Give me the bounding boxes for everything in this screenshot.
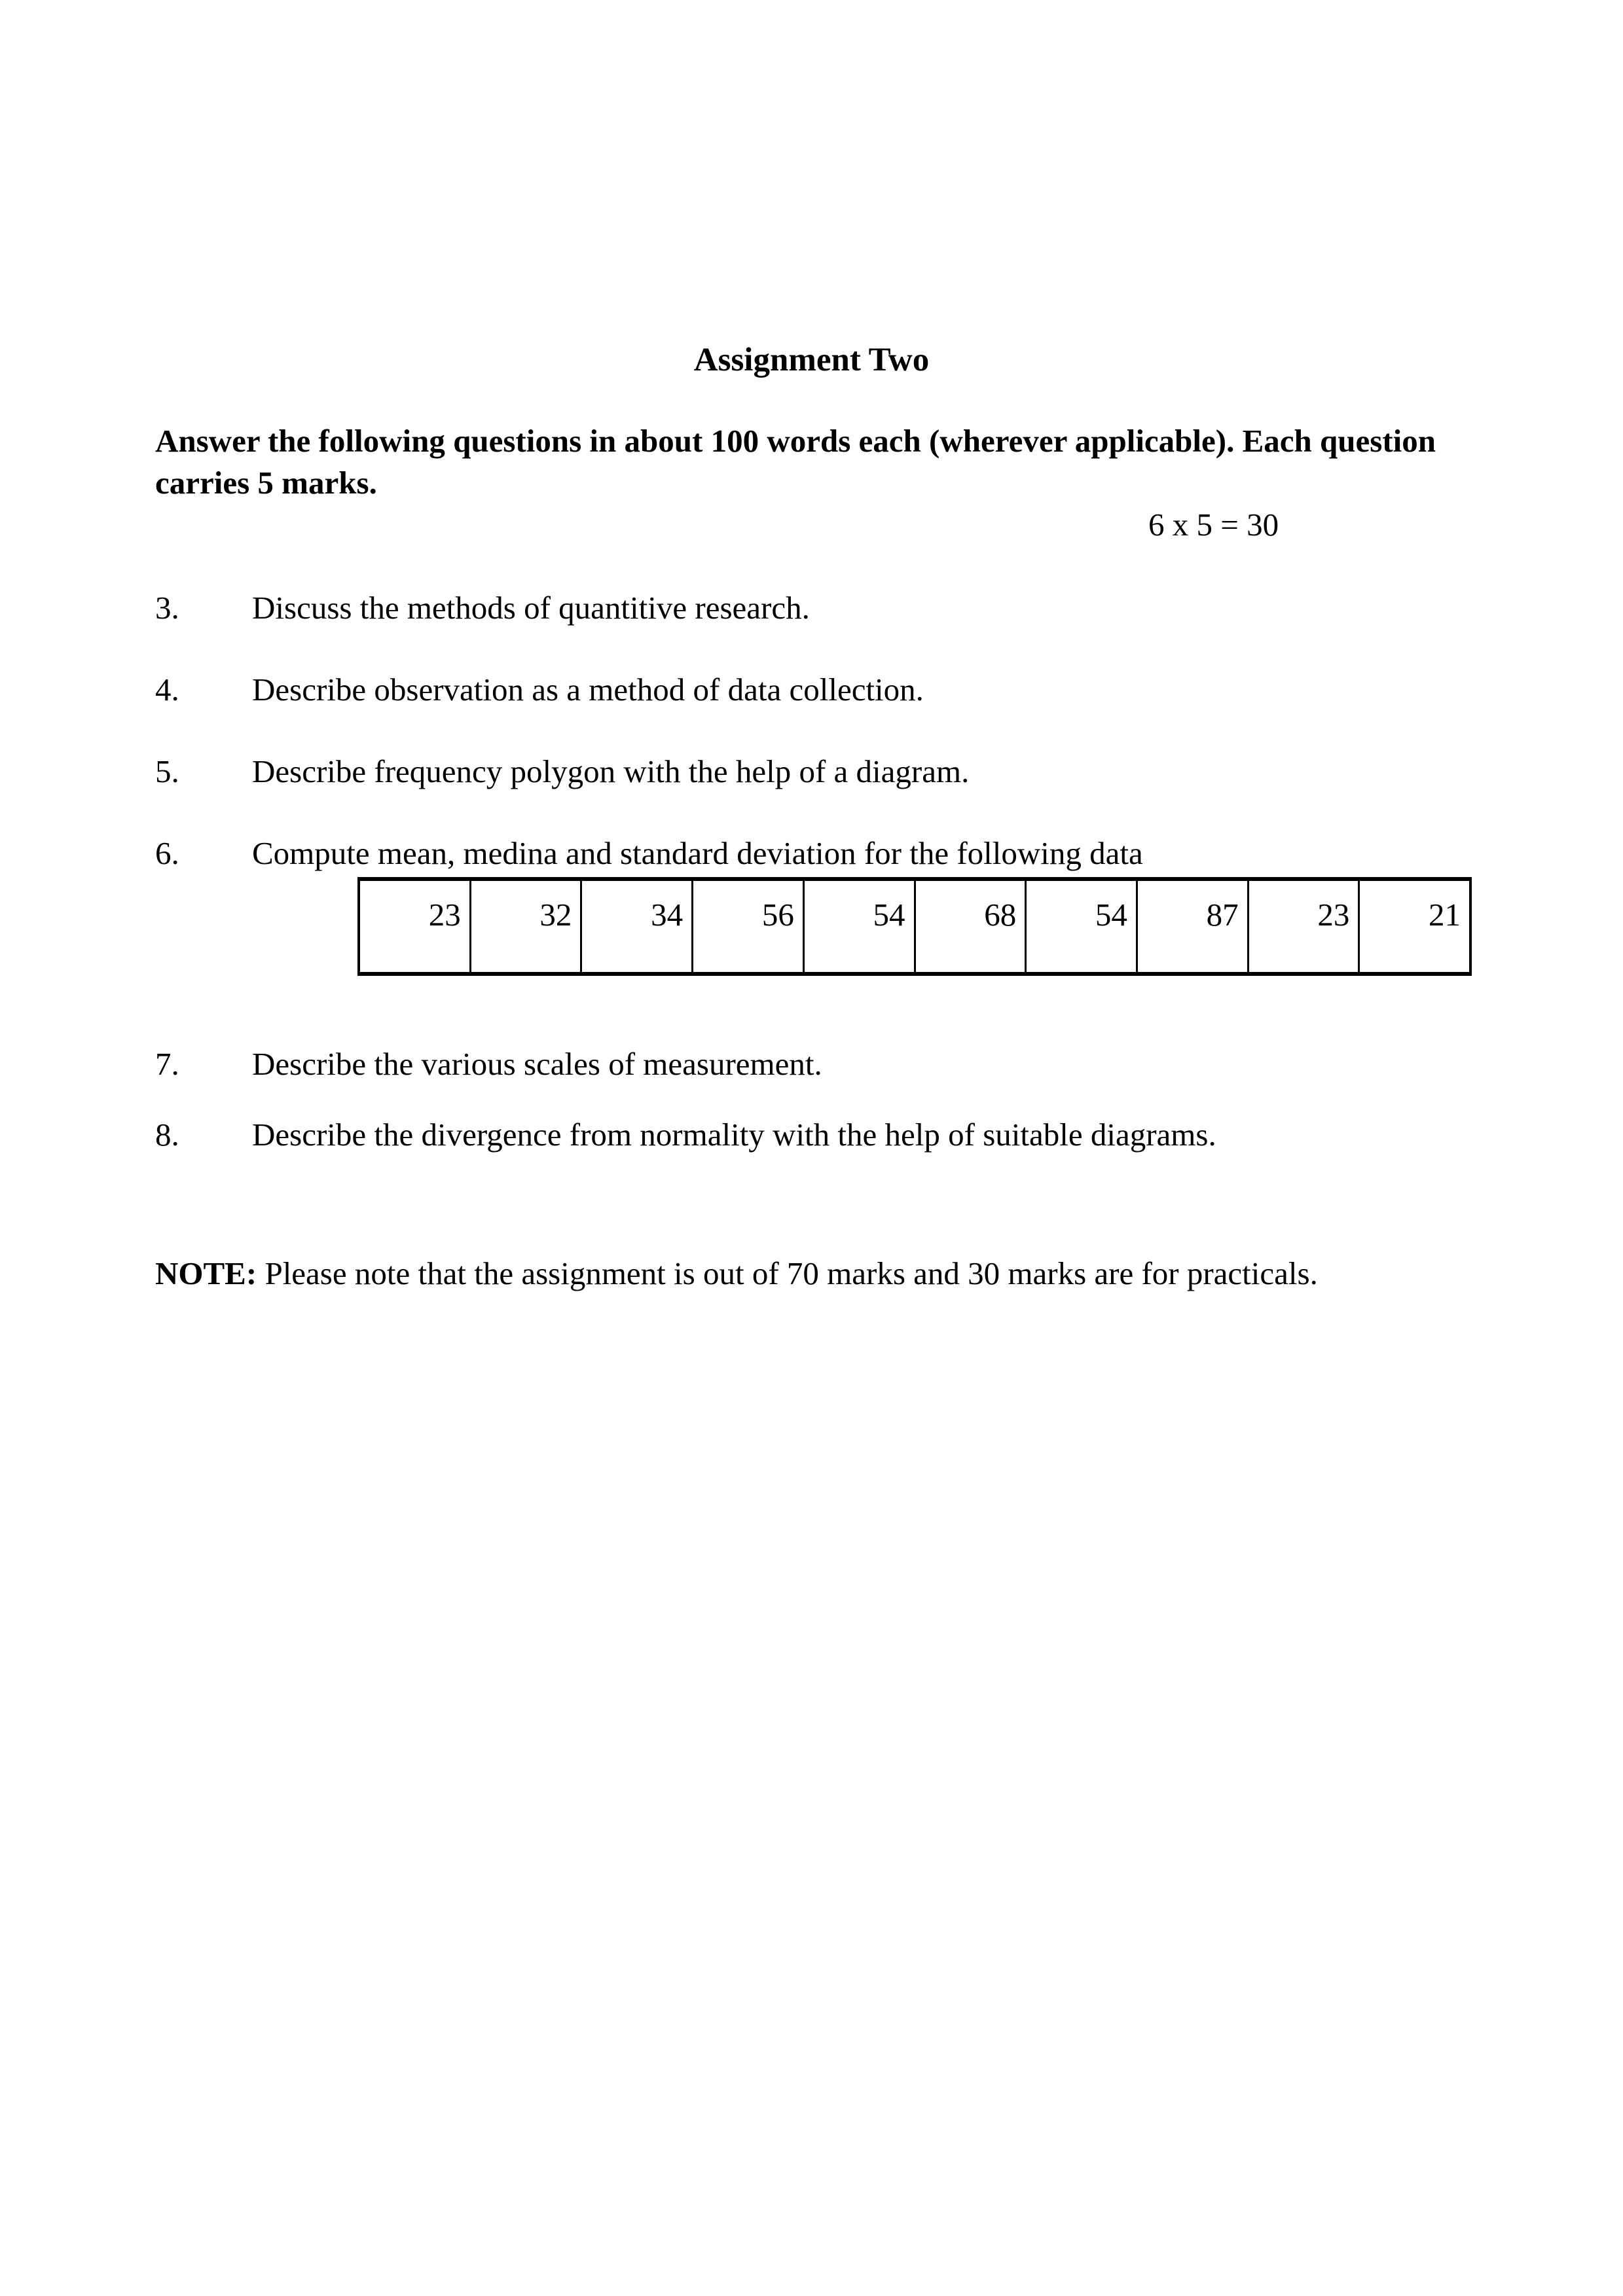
table-cell: 23 (428, 897, 461, 933)
question-7 (155, 1045, 1471, 1084)
question-text: Compute mean, medina and standard deviation for the following data (252, 835, 1143, 871)
question-6 (155, 834, 1471, 873)
note-paragraph (155, 1254, 1471, 1293)
question-8 (155, 1115, 1471, 1155)
question-4 (155, 670, 1471, 709)
table-cell: 54 (1025, 881, 1136, 972)
question-3 (155, 588, 1471, 628)
question-number: 8. (155, 1117, 179, 1153)
intro-line-2: carries 5 marks. (155, 465, 377, 501)
question-number: 6. (155, 835, 179, 871)
question-text: Describe the divergence from normality with the help of suitable diagrams. (252, 1117, 1216, 1153)
question-text: Describe frequency polygon with the help of a diagram. (252, 753, 970, 789)
question-number: 3. (155, 590, 179, 626)
note-text: Please note that the assignment is out of 70 marks and 30 marks are for practicals. (264, 1255, 1318, 1291)
question-5 (155, 752, 1471, 791)
table-cell: 34 (580, 881, 691, 972)
marks-formula: 6 x 5 = 30 (1148, 507, 1279, 543)
question-number: 4. (155, 672, 179, 708)
note-label: NOTE: (155, 1255, 257, 1291)
question-number: 5. (155, 753, 179, 789)
table-cell: 32 (469, 881, 581, 972)
intro-paragraph (155, 420, 1468, 504)
question-text: Describe observation as a method of data collection. (252, 672, 924, 708)
question-text: Describe the various scales of measurement. (252, 1046, 822, 1082)
table-cell: 23 (1247, 881, 1359, 972)
table-cell: 56 (691, 881, 803, 972)
data-values-table (357, 877, 1472, 976)
page-title: Assignment Two (693, 342, 930, 378)
table-cell: 68 (914, 881, 1025, 972)
question-text: Discuss the methods of quantitive research. (252, 590, 810, 626)
table-cell: 54 (803, 881, 914, 972)
question-number: 7. (155, 1046, 179, 1082)
table-cell: 87 (1136, 881, 1247, 972)
table-cell: 21 (1358, 881, 1469, 972)
intro-line-1: Answer the following questions in about 100 words each (wherever applicable). Each question (155, 423, 1436, 459)
